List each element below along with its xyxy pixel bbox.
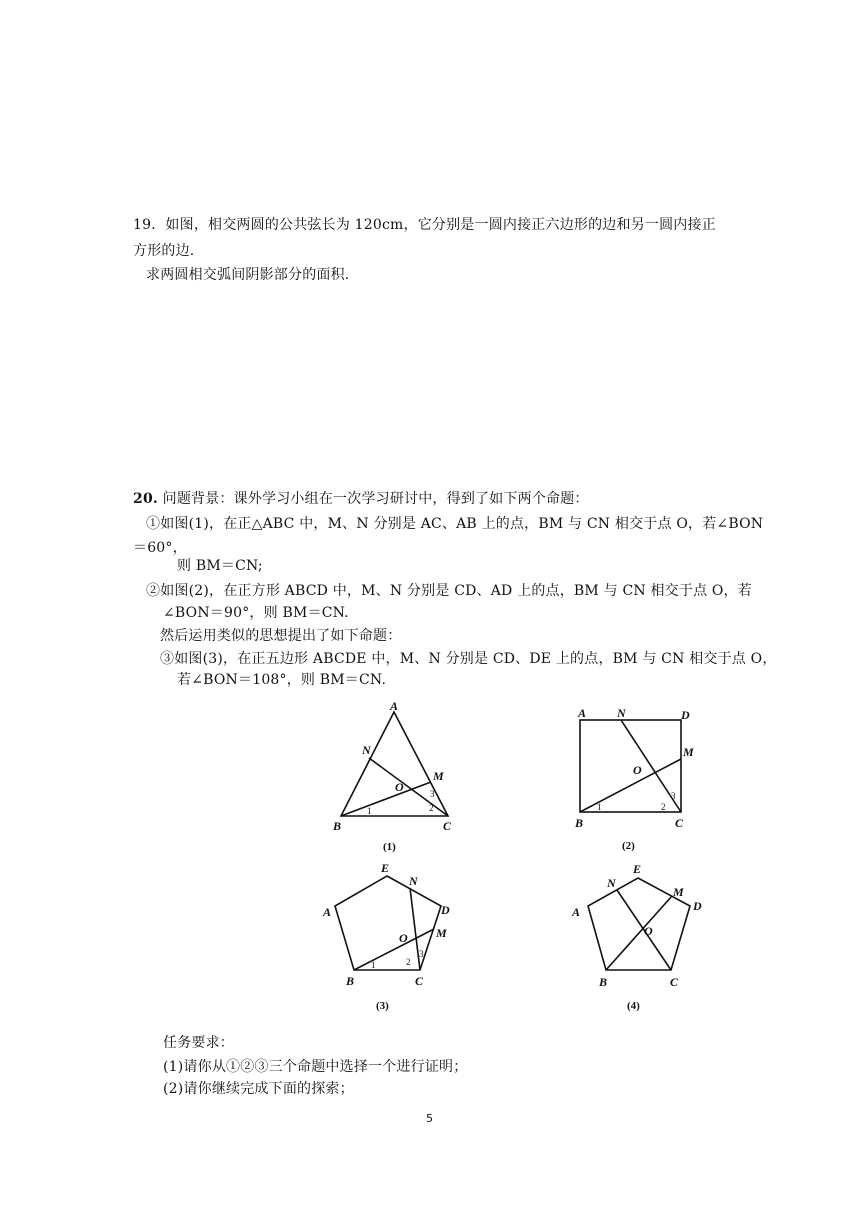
- figure-2: [565, 700, 705, 864]
- fig3-angle-1: 1: [371, 960, 376, 970]
- fig1-angle-3: 3: [430, 789, 435, 799]
- q19-line-2: 方形的边.: [133, 243, 195, 259]
- q19-line-3: 求两圆相交弧间阴影部分的面积.: [146, 267, 350, 283]
- q20-intro: 问题背景：课外学习小组在一次学习研讨中，得到了如下两个命题：: [162, 491, 589, 507]
- fig4-label-n: N: [607, 876, 616, 890]
- fig4-label-b: B: [599, 975, 608, 989]
- fig4-caption: (4): [627, 1000, 640, 1012]
- q19-line-1: 19．如图，相交两圆的公共弦长为 120cm，它分别是一圆内接正六边形的边和另一圆内接正: [133, 217, 716, 233]
- fig4-label-o: O: [644, 924, 653, 938]
- fig1-caption: (1): [383, 841, 396, 853]
- task-title: 任务要求：: [163, 1035, 234, 1051]
- fig2-label-n: N: [617, 706, 626, 720]
- fig3-caption: (3): [376, 1000, 389, 1012]
- fig3-angle-2: 2: [406, 957, 411, 967]
- fig3-label-d: D: [441, 903, 450, 917]
- q20-prop3-line-b: 若∠BON＝108°，则 BM＝CN.: [177, 672, 387, 688]
- q20-prop1-line-b: ＝60°，: [133, 540, 187, 556]
- fig2-angle-3: 3: [671, 791, 676, 801]
- fig2-label-c: C: [675, 816, 684, 830]
- q20-prop3-line-a: ③如图(3)，在正五边形 ABCDE 中，M、N 分别是 CD、DE 上的点，BM 与 CN 相交于点 O，: [160, 651, 777, 667]
- q20-prop2-line-b: ∠BON＝90°，则 BM＝CN.: [163, 605, 349, 621]
- fig4-label-a: A: [572, 905, 581, 919]
- fig3-label-b: B: [346, 974, 355, 988]
- q20-intro-line: [133, 489, 589, 509]
- fig3-label-c: C: [415, 974, 424, 988]
- q20-prop1-line-a: ①如图(1)，在正△ABC 中，M、N 分别是 AC、AB 上的点，BM 与 CN 相交于点 O，若∠BON: [146, 516, 764, 532]
- fig1-angle-2: 2: [429, 803, 434, 813]
- q20-number: 20.: [133, 491, 158, 507]
- fig3-label-a: A: [323, 905, 332, 919]
- fig4-label-d: D: [693, 899, 702, 913]
- figure-1: [325, 700, 465, 864]
- fig1-angle-1: 1: [367, 806, 372, 816]
- q20-prop2-line-a: ②如图(2)，在正方形 ABCD 中，M、N 分别是 CD、AD 上的点，BM 与 CN 相交于点 O，若: [146, 583, 752, 599]
- fig2-label-o: O: [633, 763, 642, 777]
- fig2-label-m: M: [683, 745, 694, 759]
- figure-4: [562, 858, 712, 1022]
- fig1-label-a: A: [390, 700, 399, 713]
- fig1-label-c: C: [443, 819, 452, 833]
- q20-prop3-intro: 然后运用类似的思想提出了如下命题：: [160, 628, 402, 644]
- fig2-angle-2: 2: [661, 802, 666, 812]
- fig4-label-c: C: [670, 975, 679, 989]
- figure-3: [315, 858, 465, 1022]
- fig1-label-b: B: [333, 819, 342, 833]
- fig2-label-d: D: [681, 708, 690, 722]
- fig1-label-o: O: [395, 780, 404, 794]
- fig2-caption: (2): [622, 840, 635, 852]
- page-number: 5: [426, 1112, 433, 1125]
- fig1-label-n: N: [362, 743, 371, 757]
- fig3-label-m: M: [436, 926, 447, 940]
- fig3-label-e: E: [381, 861, 390, 875]
- fig2-label-a: A: [578, 706, 587, 720]
- fig1-label-m: M: [433, 769, 444, 783]
- task-2: (2)请你继续完成下面的探索；: [163, 1081, 354, 1097]
- fig2-angle-1: 1: [597, 802, 602, 812]
- q20-prop1-line-c: 则 BM＝CN;: [177, 558, 263, 574]
- fig3-angle-3: 3: [419, 949, 424, 959]
- fig3-label-o: O: [399, 931, 408, 945]
- task-1: (1)请你从①②③三个命题中选择一个进行证明；: [163, 1059, 468, 1075]
- fig4-label-e: E: [633, 862, 642, 876]
- fig4-label-m: M: [673, 885, 684, 899]
- fig3-label-n: N: [409, 874, 418, 888]
- fig2-label-b: B: [575, 816, 584, 830]
